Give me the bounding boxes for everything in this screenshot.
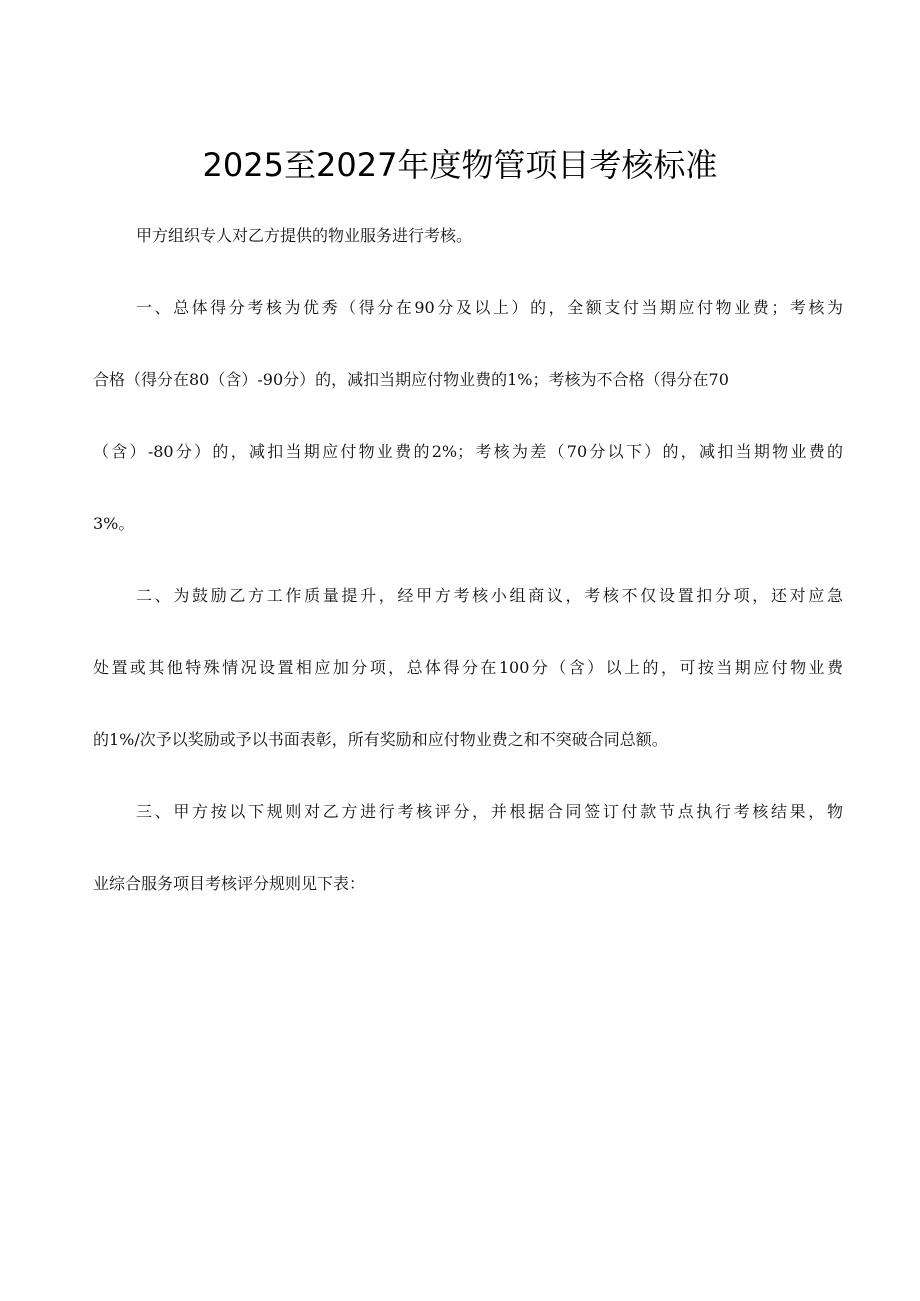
paragraph-section1-line-3: （含）-80分）的，减扣当期应付物业费的2%；考核为差（70分以下）的，减扣当期物业费的: [93, 442, 843, 461]
paragraph-section2-line-2: 处置或其他特殊情况设置相应加分项，总体得分在100分（含）以上的，可按当期应付物业费: [93, 658, 843, 677]
paragraph-section2-line-3: 的1%/次予以奖励或予以书面表彰，所有奖励和应付物业费之和不突破合同总额。: [93, 730, 668, 749]
paragraph-section2-line-1: 二、为鼓励乙方工作质量提升，经甲方考核小组商议，考核不仅设置扣分项，还对应急: [136, 586, 843, 605]
paragraph-section1-line-2: 合格（得分在80（含）-90分）的，减扣当期应付物业费的1%；考核为不合格（得分在70: [93, 370, 729, 389]
paragraph-section3-line-2: 业综合服务项目考核评分规则见下表：: [93, 874, 366, 893]
document-body: [93, 218, 843, 902]
paragraph-section3-line-1: 三、甲方按以下规则对乙方进行考核评分，并根据合同签订付款节点执行考核结果，物: [136, 802, 843, 821]
document-title: 2025至2027年度物管项目考核标准: [202, 146, 718, 184]
paragraph-section1-line-1: 一、总体得分考核为优秀（得分在90分及以上）的，全额支付当期应付物业费；考核为: [136, 298, 843, 317]
paragraph-intro-line-1: 甲方组织专人对乙方提供的物业服务进行考核。: [136, 226, 473, 245]
paragraph-section1-line-4: 3%。: [93, 514, 135, 533]
